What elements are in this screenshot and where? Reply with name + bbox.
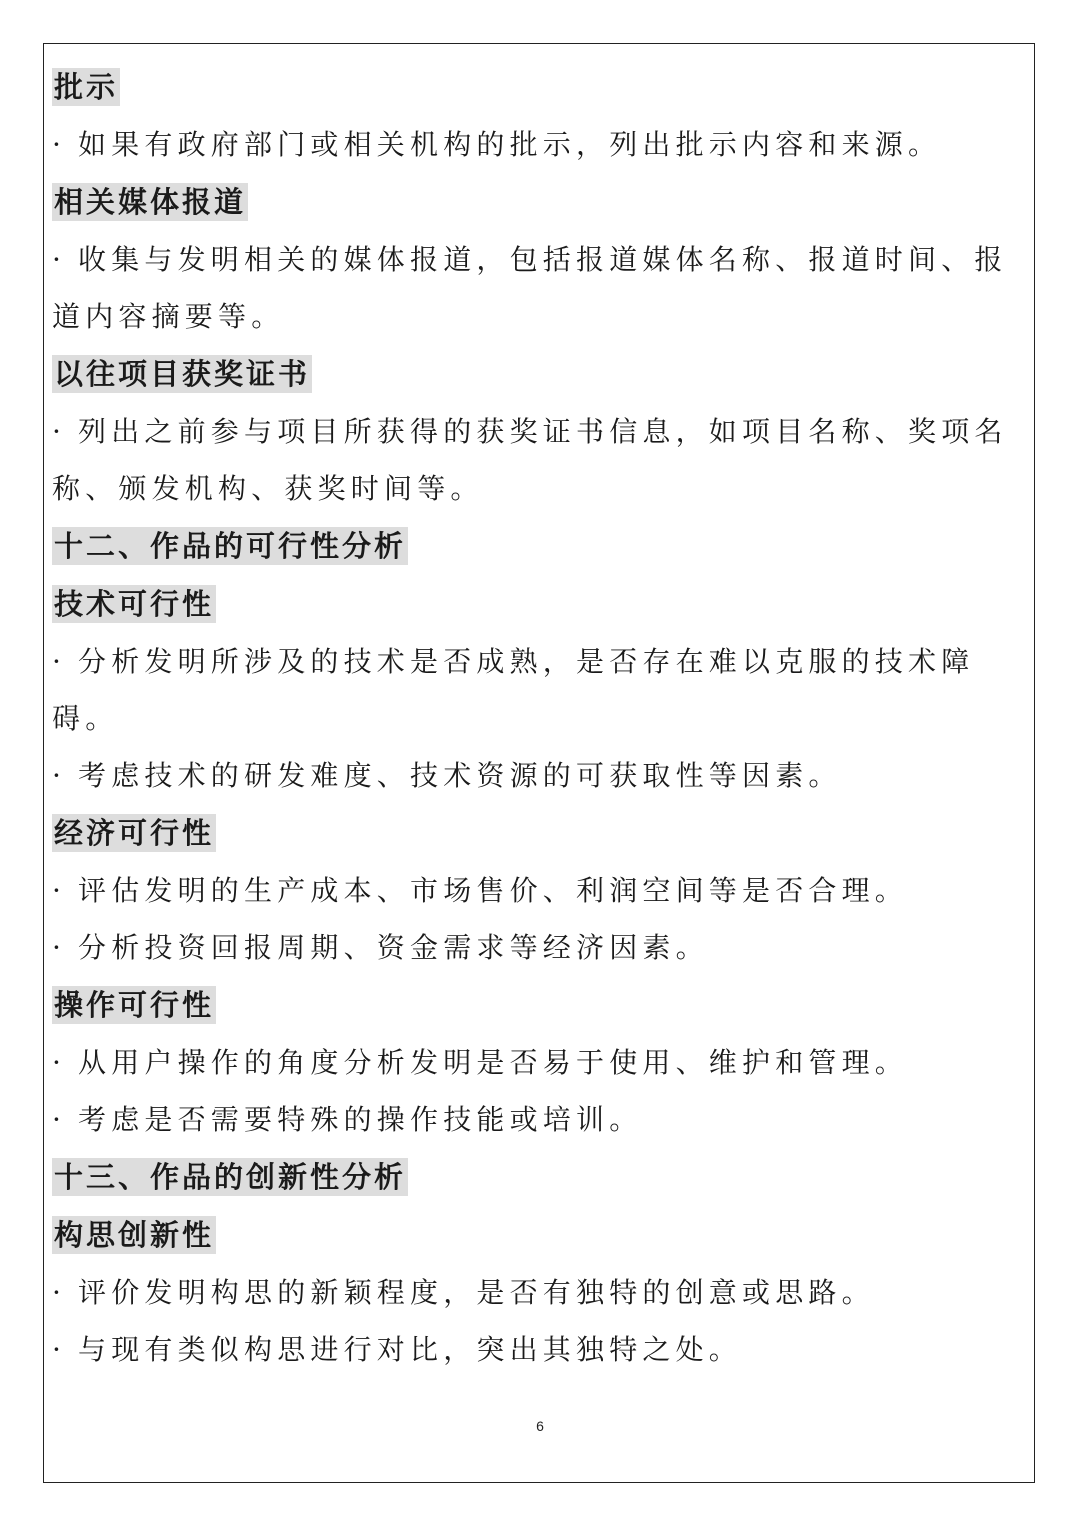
chapter-heading-feasibility: 十二、作品的可行性分析 (54, 529, 407, 563)
bullet-paragraph (52, 116, 1032, 173)
bullet-paragraph (52, 1321, 1032, 1378)
bullet-paragraph (52, 633, 1032, 747)
section-heading-approval: 批示 (54, 70, 119, 104)
bullet-marker: · (52, 874, 67, 907)
bullet-text: 评价发明构思的新颖程度，是否有独特的创意或思路。 (78, 1276, 875, 1309)
page-number: 6 (536, 1418, 544, 1434)
bullet-text: 分析投资回报周期、资金需求等经济因素。 (78, 931, 709, 964)
bullet-text: 分析发明所涉及的技术是否成熟，是否存在难以克服的技术障碍。 (52, 645, 975, 735)
bullet-marker: · (52, 759, 67, 792)
bullet-text: 与现有类似构思进行对比，突出其独特之处。 (78, 1333, 743, 1366)
bullet-marker: · (52, 931, 67, 964)
bullet-paragraph (52, 1034, 1032, 1091)
bullet-text: 列出之前参与项目所获得的获奖证书信息，如项目名称、奖项名称、颁发机构、获奖时间等。 (52, 415, 1008, 505)
bullet-marker: · (52, 415, 67, 448)
bullet-paragraph (52, 1264, 1032, 1321)
bullet-marker: · (52, 1276, 67, 1309)
bullet-text: 从用户操作的角度分析发明是否易于使用、维护和管理。 (78, 1046, 909, 1079)
section-heading-economic-feasibility: 经济可行性 (54, 816, 215, 850)
bullet-paragraph (52, 919, 1032, 976)
bullet-text: 考虑是否需要特殊的操作技能或培训。 (78, 1103, 643, 1136)
bullet-text: 如果有政府部门或相关机构的批示，列出批示内容和来源。 (78, 128, 942, 161)
bullet-marker: · (52, 243, 67, 276)
bullet-paragraph (52, 747, 1032, 804)
bullet-paragraph (52, 1091, 1032, 1148)
chapter-heading-innovation: 十三、作品的创新性分析 (54, 1160, 407, 1194)
bullet-marker: · (52, 1333, 67, 1366)
bullet-marker: · (52, 645, 67, 678)
section-heading-award-certificates: 以往项目获奖证书 (54, 357, 311, 391)
bullet-marker: · (52, 1046, 67, 1079)
section-heading-concept-innovation: 构思创新性 (54, 1218, 215, 1252)
document-body (52, 58, 1032, 1378)
bullet-paragraph (52, 231, 1032, 345)
section-heading-operational-feasibility: 操作可行性 (54, 988, 215, 1022)
bullet-marker: · (52, 128, 67, 161)
bullet-marker: · (52, 1103, 67, 1136)
bullet-text: 评估发明的生产成本、市场售价、利润空间等是否合理。 (78, 874, 909, 907)
bullet-text: 收集与发明相关的媒体报道，包括报道媒体名称、报道时间、报道内容摘要等。 (52, 243, 1008, 333)
bullet-text: 考虑技术的研发难度、技术资源的可获取性等因素。 (78, 759, 842, 792)
bullet-paragraph (52, 403, 1032, 517)
bullet-paragraph (52, 862, 1032, 919)
section-heading-technical-feasibility: 技术可行性 (54, 587, 215, 621)
section-heading-media-reports: 相关媒体报道 (54, 185, 247, 219)
